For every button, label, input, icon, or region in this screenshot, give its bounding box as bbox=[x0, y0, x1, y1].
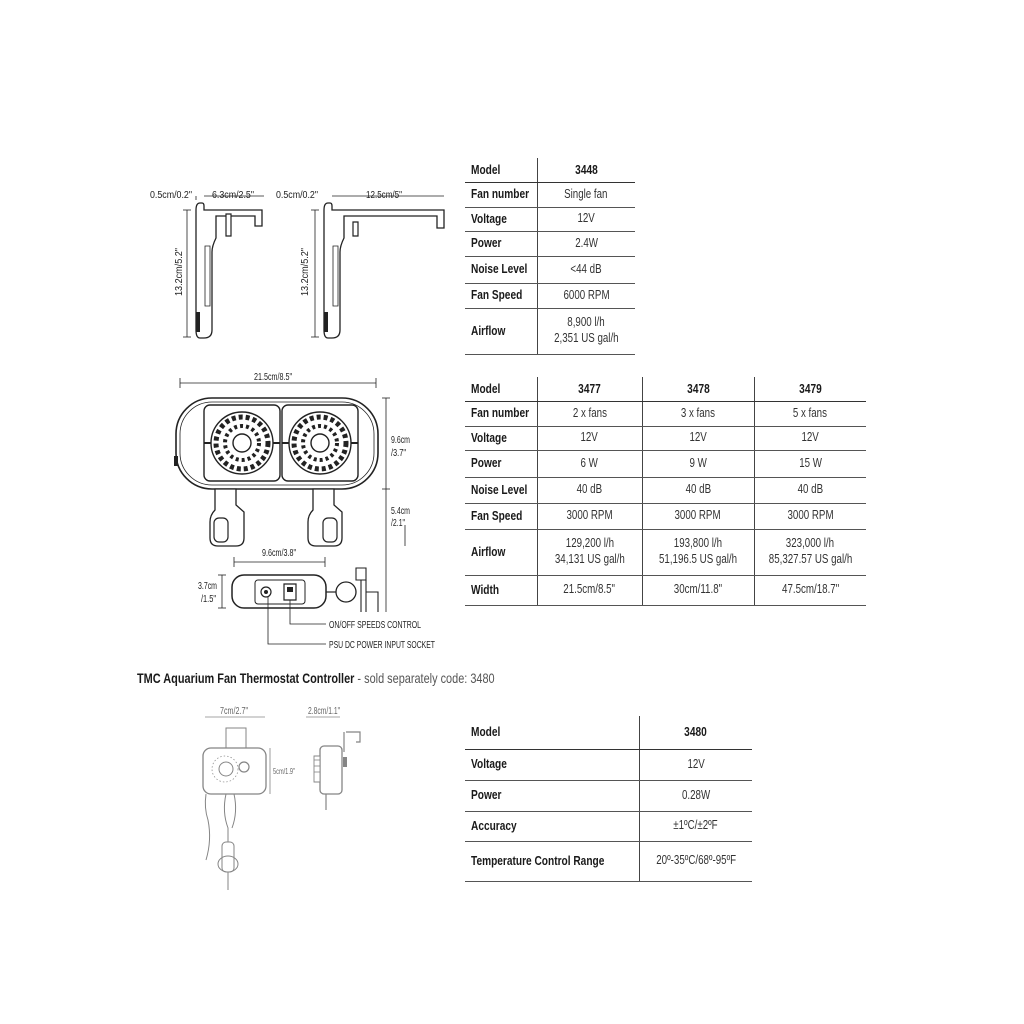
table-row bbox=[465, 308, 635, 354]
dim-controller-height-cm: 3.7cm bbox=[198, 581, 217, 592]
row-value: 5 x fans bbox=[754, 401, 866, 426]
thermostat-section-title bbox=[137, 670, 596, 686]
row-label: Temperature Control Range bbox=[465, 841, 639, 881]
clip-side-view-long bbox=[311, 196, 444, 338]
callout-power-socket: PSU DC POWER INPUT SOCKET bbox=[329, 640, 435, 651]
row-value: 6000 RPM bbox=[537, 283, 635, 308]
row-value: 30cm/11.8" bbox=[642, 575, 754, 605]
table-row bbox=[465, 207, 635, 231]
table-header-row bbox=[465, 716, 752, 749]
table-row bbox=[465, 401, 866, 426]
table-row bbox=[465, 182, 635, 207]
row-label: Voltage bbox=[465, 207, 537, 231]
table-row bbox=[465, 811, 752, 841]
dim-thermostat-width: 7cm/2.7" bbox=[220, 706, 249, 717]
header-model-code: 3477 bbox=[537, 377, 642, 401]
dim-fan-height-in: /3.7" bbox=[391, 448, 407, 459]
header-model-code: 3479 bbox=[754, 377, 866, 401]
row-label: Fan Speed bbox=[465, 283, 537, 308]
row-label: Power bbox=[465, 450, 537, 477]
row-value: 12V bbox=[639, 749, 752, 780]
row-label: Power bbox=[465, 231, 537, 256]
table-header-row bbox=[465, 158, 635, 182]
row-label: Power bbox=[465, 780, 639, 811]
table-row bbox=[465, 529, 866, 575]
row-label: Noise Level bbox=[465, 477, 537, 503]
header-model-label: Model bbox=[465, 158, 537, 182]
dim-clip-height-cm: 5.4cm bbox=[391, 506, 410, 517]
table-row bbox=[465, 780, 752, 811]
dim-clip1-height: 13.2cm/5.2" bbox=[174, 242, 185, 296]
row-value: ±1ºC/±2ºF bbox=[639, 811, 752, 841]
row-value: <44 dB bbox=[537, 256, 635, 283]
row-value: 8,900 l/h 2,351 US gal/h bbox=[537, 308, 635, 354]
row-value: 20º-35ºC/68º-95ºF bbox=[639, 841, 752, 881]
row-value: 6 W bbox=[537, 450, 642, 477]
row-label: Voltage bbox=[465, 426, 537, 450]
dim-thermostat-height: 5cm/1.9" bbox=[273, 767, 296, 776]
dim-clip-height-in: /2.1" bbox=[391, 518, 406, 529]
dim-fan-width: 21.5cm/8.5" bbox=[254, 372, 293, 383]
table-row bbox=[465, 477, 866, 503]
table-row bbox=[465, 283, 635, 308]
dim-clip1-thickness: 0.5cm/0.2" bbox=[150, 190, 193, 201]
row-value: 9 W bbox=[642, 450, 754, 477]
callout-speed-switch: ON/OFF SPEEDS CONTROL bbox=[329, 620, 422, 631]
row-value: 3000 RPM bbox=[537, 503, 642, 529]
dim-clip2-thickness: 0.5cm/0.2" bbox=[276, 190, 319, 201]
thermostat-side-view bbox=[306, 717, 360, 810]
row-label: Airflow bbox=[465, 529, 537, 575]
row-value: 129,200 l/h 34,131 US gal/h bbox=[537, 529, 642, 575]
header-model-label: Model bbox=[465, 377, 537, 401]
table-row bbox=[465, 256, 635, 283]
row-value: 15 W bbox=[754, 450, 866, 477]
dim-thermostat-depth: 2.8cm/1.1" bbox=[308, 706, 341, 717]
row-value: 2.4W bbox=[537, 231, 635, 256]
header-model-code: 3448 bbox=[537, 158, 635, 182]
dim-controller-width: 9.6cm/3.8" bbox=[262, 548, 297, 559]
row-value: 323,000 l/h 85,327.57 US gal/h bbox=[754, 529, 866, 575]
thermostat-title-rest: - sold separately code: 3480 bbox=[354, 670, 495, 686]
table-row bbox=[465, 450, 866, 477]
row-value: 12V bbox=[537, 207, 635, 231]
row-value: 3000 RPM bbox=[642, 503, 754, 529]
row-value: Single fan bbox=[537, 182, 635, 207]
thermostat-front-view bbox=[203, 717, 270, 890]
clip-side-view-short bbox=[183, 196, 264, 338]
table-row bbox=[465, 575, 866, 605]
row-label: Width bbox=[465, 575, 537, 605]
row-value: 2 x fans bbox=[537, 401, 642, 426]
dim-controller-height-in: /1.5" bbox=[201, 594, 217, 605]
table-row bbox=[465, 426, 866, 450]
spec-table-thermostat bbox=[465, 716, 752, 882]
table-row bbox=[465, 503, 866, 529]
row-value: 3 x fans bbox=[642, 401, 754, 426]
row-value: 21.5cm/8.5" bbox=[537, 575, 642, 605]
row-value: 12V bbox=[754, 426, 866, 450]
table-row bbox=[465, 231, 635, 256]
row-label: Airflow bbox=[465, 308, 537, 354]
row-label: Accuracy bbox=[465, 811, 639, 841]
table-header-row bbox=[465, 377, 866, 401]
row-value: 193,800 l/h 51,196.5 US gal/h bbox=[642, 529, 754, 575]
row-label: Noise Level bbox=[465, 256, 537, 283]
spec-table-multi-fan bbox=[465, 377, 866, 606]
dim-clip1-reach: 6.3cm/2.5" bbox=[212, 190, 255, 201]
header-model-code: 3480 bbox=[639, 716, 752, 749]
row-label: Voltage bbox=[465, 749, 639, 780]
dim-clip2-reach: 12.5cm/5" bbox=[366, 190, 403, 201]
row-value: 40 dB bbox=[537, 477, 642, 503]
row-value: 40 dB bbox=[642, 477, 754, 503]
row-label: Fan Speed bbox=[465, 503, 537, 529]
header-model-label: Model bbox=[465, 716, 639, 749]
row-value: 0.28W bbox=[639, 780, 752, 811]
header-model-code: 3478 bbox=[642, 377, 754, 401]
row-value: 47.5cm/18.7" bbox=[754, 575, 866, 605]
table-row bbox=[465, 749, 752, 780]
row-label: Fan number bbox=[465, 182, 537, 207]
dim-clip2-height: 13.2cm/5.2" bbox=[300, 242, 311, 296]
row-value: 12V bbox=[642, 426, 754, 450]
row-label: Fan number bbox=[465, 401, 537, 426]
row-value: 40 dB bbox=[754, 477, 866, 503]
thermostat-title-bold: TMC Aquarium Fan Thermostat Controller bbox=[137, 670, 355, 686]
table-row bbox=[465, 841, 752, 881]
row-value: 3000 RPM bbox=[754, 503, 866, 529]
row-value: 12V bbox=[537, 426, 642, 450]
dim-fan-height-cm: 9.6cm bbox=[391, 435, 410, 446]
spec-table-single-fan bbox=[465, 158, 635, 355]
